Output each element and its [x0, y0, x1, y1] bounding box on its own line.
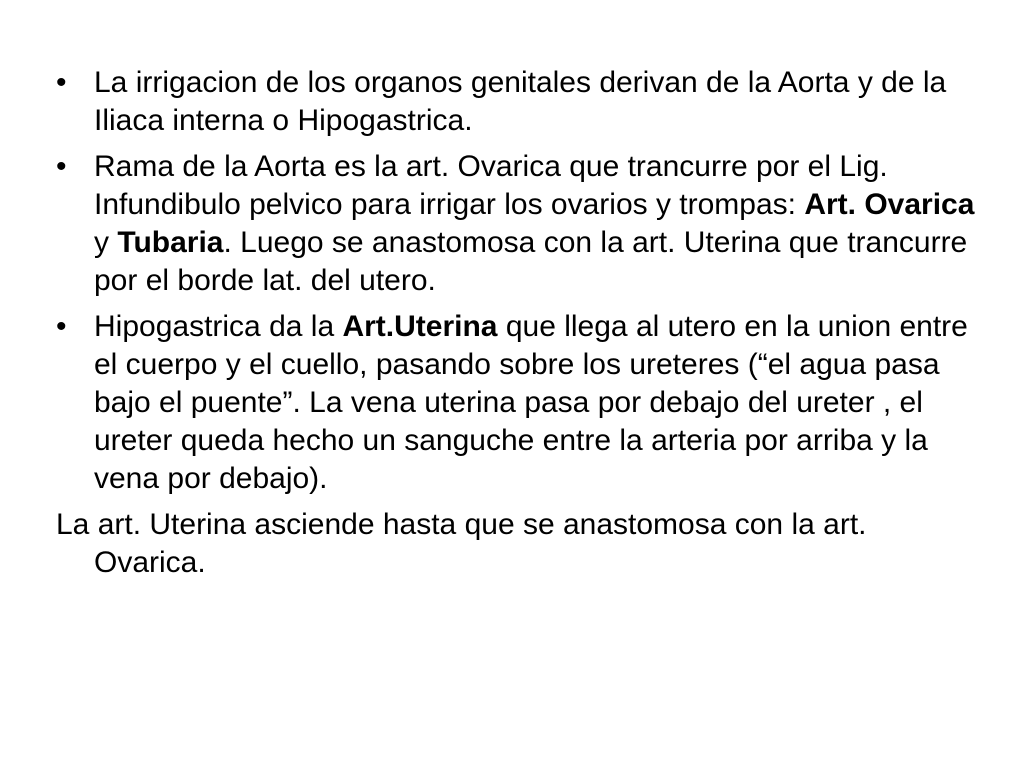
bullet-text: Hipogastrica da la	[94, 310, 343, 343]
bullet-text: Rama de la Aorta es la art. Ovarica que trancurre por el Lig. Infundibulo pelvico para irrigar los ovarios y trompas:	[94, 150, 888, 221]
bold-term-art-uterina: Art.Uterina	[342, 310, 498, 343]
bullet-text: que llega al utero en la union entre el cuerpo y el cuello, pasando sobre los ureteres (“el agua pasa bajo el puente”. La vena uterina pasa por debajo del ureter , el ureter queda hecho un sanguche entre la arteria por arriba y la vena por debajo).	[94, 310, 968, 495]
bullet-item-art-uterina	[56, 308, 976, 498]
bullet-marker: •	[56, 310, 67, 343]
slide-content	[56, 64, 976, 582]
bullet-text: . Luego se anastomosa con la art. Uterina que trancurre por el borde lat. del utero.	[94, 226, 968, 297]
closing-paragraph: La art. Uterina asciende hasta que se anastomosa con la art. Ovarica.	[56, 508, 867, 579]
bold-term-art-ovarica: Art. Ovarica	[804, 188, 975, 221]
bullet-marker: •	[56, 150, 67, 183]
bullet-item-art-ovarica	[56, 148, 976, 300]
bullet-item-aorta-iliaca	[56, 64, 976, 140]
bullet-text: La irrigacion de los organos genitales derivan de la Aorta y de la Iliaca interna o Hipogastrica.	[94, 66, 947, 137]
bullet-text: y	[94, 226, 118, 259]
bullet-marker: •	[56, 66, 67, 99]
bold-term-tubaria: Tubaria	[117, 226, 224, 259]
